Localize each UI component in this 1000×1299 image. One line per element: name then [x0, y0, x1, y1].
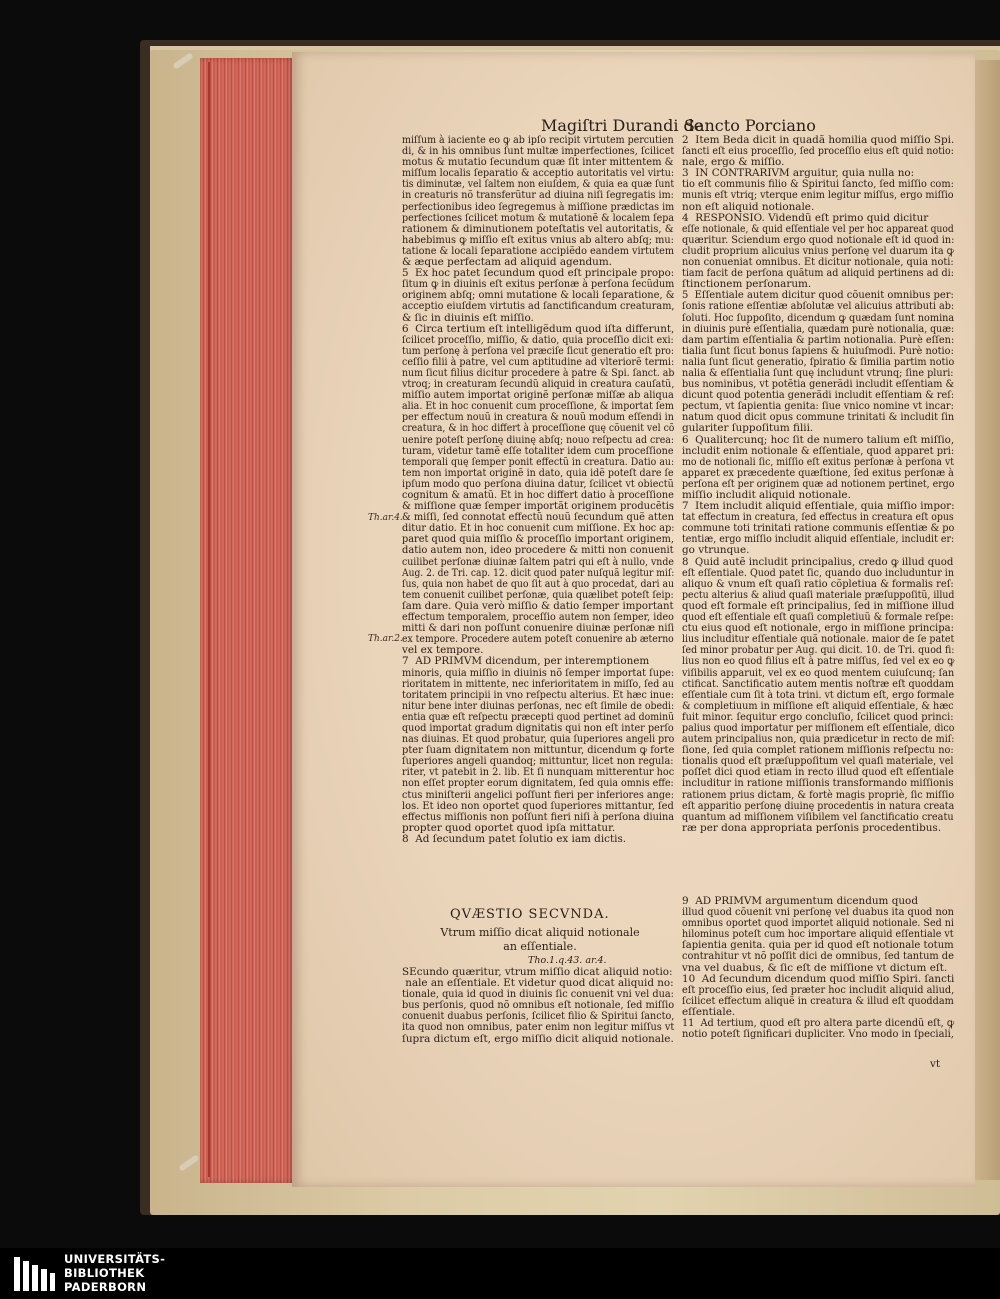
text-line: tum perſonę à perſona vel præciſe ſicut generatio eſt pro: — [402, 344, 675, 357]
text-line: ræ per dona appropriata perſonis procedentibus. — [682, 821, 942, 834]
margin-note-1: Th.ar.4. — [368, 513, 403, 523]
text-line: tem conuenit cuilibet perſonæ, quia quælibet poteſt ſeip: — [402, 588, 674, 601]
text-line: non eſſet propter eorum dignitatem, ſed quia omnis effe: — [402, 777, 674, 790]
text-line: lius includitur eſſentiale quã notionale. maior de ſe patet — [682, 633, 955, 646]
text-line: mitti & dari non poſſunt conuenire diuinæ perſonæ niſi — [402, 622, 675, 635]
text-line: eſſe notionale, & quid eſſentiale vel per hoc appareat quod — [682, 222, 954, 235]
text-line: 3 IN CONTRARIVM arguitur, quia nulla no: — [682, 167, 915, 180]
text-line: tatione & locali ſeparatione accipiẽdo eandem virtutem — [402, 244, 675, 257]
text-line: effectum temporalem, proceſſio autem non ſemper, ideo — [402, 611, 674, 624]
text-line: ſonis ratione eſſentiæ abſolutæ vel alicuius attributi ab: — [682, 300, 955, 313]
question-subtitle-1: Vtrum miſſio dicat aliquid notionale — [440, 926, 640, 939]
text-line: ſione, ſed quia complet rationem miſſionis reſpectu no: — [682, 744, 954, 757]
text-line: ſed minor probatur per Aug. qui dicit. 10. de Tri. quod fi: — [682, 644, 955, 657]
text-line: vna vel duabus, & ſic eſt de miſſione vt dictum eſt. — [682, 961, 948, 974]
text-line: per effectum nouũ in creatura & nouũ modum eſſendi in — [402, 411, 674, 424]
text-line: ſoluti. Hoc ſuppoſito, dicendum ꝙ quædam ſunt nomina — [682, 311, 955, 324]
text-line: ſtinctionem perſonarum. — [682, 278, 812, 291]
text-line: ſuperiores angeli quandoq; mittuntur, licet non regula: — [402, 755, 674, 768]
text-line: paret quod quia miſſio & proceſſio important originem, — [402, 533, 675, 546]
text-line: ſcilicet effectum aliquẽ in creatura & illud eſt quoddam — [682, 994, 954, 1007]
text-line: palius quod importatur per miſſionem eſt eſſentiale, dico — [682, 721, 955, 734]
left-text-column — [402, 135, 674, 845]
text-line: cuilibet perſonæ diuinæ ſaltem patri qui eſt à nullo, vnde — [402, 555, 674, 568]
text-line: uenire poteſt perſonę diuinę abſq; nouo reſpectu ad crea: — [402, 433, 674, 446]
text-line: quod eſt formale eſt principalius, ſed in miſſione illud — [682, 599, 955, 612]
text-line: pter ſuam dignitatem non mittuntur, dicendum ꝙ forte — [402, 744, 675, 757]
text-line: ditur datio. Et in hoc conuenit cum miſſione. Ex hoc ap: — [402, 522, 675, 535]
library-name-line-2: BIBLIOTHEK — [64, 1266, 145, 1280]
library-name-line-1: UNIVERSITÄTS- — [64, 1252, 166, 1266]
text-line: ceſſio filii à patre, vel cum aptitudine ad vlteriorẽ termi: — [402, 355, 675, 368]
text-line: di, & in his omnibus ſunt multæ imperfectiones, ſcilicet — [402, 145, 675, 158]
text-line: eſt proceſſio eius, ſed præter hoc includit aliquid aliud, — [682, 983, 955, 996]
text-line: propter quod oportet quod ipſa mittatur. — [402, 821, 616, 834]
text-line: in diuinis purè eſſentialia, quædam purè notionalia, quæ: — [682, 322, 955, 335]
text-line: nas diuinas. Et quod probatur, quia ſuperiores angeli pro — [402, 733, 675, 746]
text-line: includit enim notionale & eſſentiale, quod apparet pri: — [682, 444, 955, 457]
text-line: tionale, quia id quod in diuinis ſic conuenit vni vel dua: — [402, 988, 674, 1001]
text-line: & miſſi, ſed connotat effectũ nouũ ſecundum quẽ atten — [402, 511, 674, 524]
text-line: ſus, quia non habet de quo ſit aut à quo procedat, dari au — [402, 577, 675, 590]
text-line: rationem & diminutionem poteſtatis vel autoritatis, & — [402, 222, 674, 235]
text-line: creatura, & in hoc differt à proceſſione quę cõuenit vel cõ — [402, 422, 675, 435]
text-line: vel ex tempore. — [402, 644, 484, 657]
text-line: vtroq; in creaturam ſecundũ aliquid in creatura cauſatũ, — [402, 378, 675, 391]
running-head-right: Sancto Porciano — [684, 116, 816, 135]
text-line: ctu eius quod eſt notionale, ergo in miſſione principa: — [682, 622, 954, 635]
question-subtitle-2: an eſſentiale. — [503, 940, 577, 953]
text-line: fuit minor. ſequitur ergo concluſio, ſcilicet quod princi: — [682, 710, 954, 723]
text-line: entia quæ eſt reſpectu præcepti quod pertinet ad dominũ — [402, 710, 675, 723]
text-line: bus perſonis, quod nõ omnibus eſt notionale, ſed miſſio — [402, 999, 675, 1012]
text-line: quod eſt eſſentiale eſt quaſi completiuũ & formale reſpe: — [682, 611, 954, 624]
text-line: munis eſt vtriq; vterque enim legitur miſſus, ergo miſſio — [682, 189, 954, 202]
text-line: perfectionibus ideo ſegregemus à miſſione prædictas im — [402, 200, 675, 213]
text-line: perſona eſt per originem quæ ad notionem pertinet, ergo — [682, 477, 955, 490]
text-line: ita quod non omnibus, pater enim non legitur miſſus vt — [402, 1021, 675, 1034]
text-line: rationem prius dictam, & fortè magis propriè, ſic miſſio — [682, 788, 955, 801]
text-line: ſitum ꝙ in diuinis eſt exitus perſonæ à perſona ſecũdum — [402, 278, 675, 291]
right-text-column-bottom — [682, 896, 954, 1040]
text-line: nitur bene inter diuinas perſonas, nec eſt ſimile de obedi: — [402, 699, 675, 712]
text-line: tem non importat originẽ in dato, quia idẽ poteſt dare ſe — [402, 466, 674, 479]
text-line: 9 AD PRIMVM argumentum dicendum quod — [682, 895, 918, 907]
text-line: Aug. 2. de Tri. cap. 12. dicit quod pater nuſquã legitur miſ: — [402, 566, 675, 579]
text-line: toritatem principii in vno reſpectu alterius. Et hæc inue: — [402, 688, 674, 701]
text-line: eſſentiale. — [682, 1005, 736, 1018]
text-line: ex tempore. Procedere autem poteſt conuenire ab æterno — [402, 633, 674, 646]
text-line: datio autem non, ideo procedere & mitti non conuenit — [402, 544, 674, 557]
text-line: & ſic in diuinis eſt miſſio. — [402, 311, 534, 324]
text-line: aliquo & vnum eſt quaſi ratio cõpletiua & formalis reſ: — [682, 577, 954, 590]
text-line: originem abſq; omni mutatione & locali ſeparatione, & — [402, 289, 675, 302]
text-line: 6 Circa tertium eſt intelligẽdum quod iſta differunt, — [402, 322, 675, 335]
text-line: ipſum modo quo perſona diuina datur, ſcilicet vt obiectũ — [402, 477, 674, 490]
text-line: turam, videtur tamẽ eſſe totaliter idem cum proceſſione — [402, 444, 674, 457]
text-line: contrahitur vt nõ poſſit dici de omnibus, ſed tantum de — [682, 950, 954, 963]
text-line: mo de notionali ſic, miſſio eſt exitus perſonæ à perſona vt — [682, 455, 955, 468]
text-line: natum quod dicit opus commune trinitati & includit ſin — [682, 411, 955, 424]
text-line: perfectiones ſcilicet motum & mutationẽ & localem ſepa — [402, 211, 675, 224]
text-line: 8 Quid autẽ includit principalius, credo ꝙ illud quod — [682, 555, 954, 568]
text-line: 2 Item Beda dicit in quadã homilia quod miſſio Spi. — [682, 134, 955, 146]
text-line: ſcilicet proceſſio, miſſio, & datio, quia proceſſio dicit exi: — [402, 333, 674, 346]
text-line: 6 Qualitercunq; hoc ſit de numero talium eſt miſſio, — [682, 433, 955, 446]
text-line: viſibilis apparuit, vel ex eo quod mentem cuiuſcunq; ſan — [682, 666, 955, 679]
red-page-edge — [200, 58, 295, 1183]
text-line: temporali quę ſemper ponit effectũ in creatura. Datio au: — [402, 455, 675, 468]
text-line: poſſet dici quod etiam in recto illud quod eſt eſſentiale — [682, 766, 954, 779]
text-line: rioritatem in mittente, nec inferioritatem in miſſo, ſed au — [402, 677, 674, 690]
text-line: 8 Ad ſecundum patet ſolutio ex iam dictis. — [402, 832, 627, 845]
page-stack-edge — [972, 60, 1000, 1180]
margin-note-2: Th.ar.2. — [368, 634, 403, 644]
library-logo-icon — [12, 1253, 56, 1295]
text-line: minoris, quia miſſio in diuinis nõ ſemper importat ſupe: — [402, 666, 675, 679]
text-line: cognitum & amatũ. Et in hoc differt datio à proceſſione — [402, 489, 674, 501]
text-line: pectum, vt ſapientia genita: ſiue vnico nomine vt incar: — [682, 400, 954, 413]
text-line: nalia & eſſentialia ſunt quę includunt vtrunq; ſine pluri: — [682, 366, 954, 379]
text-line: pectu alterius & aliud quaſi materiale præſuppoſitũ, illud — [682, 588, 955, 601]
text-line: ſam dare. Quia verò miſſio & datio ſemper important — [402, 599, 674, 612]
text-line: tentiæ, ergo miſſio includit aliquid eſſentiale, includit er: — [682, 533, 955, 546]
text-line: tis diminutæ, vel ſaltem non eiuſdem, & quia ea quæ ſunt — [402, 178, 675, 191]
text-line: cludit proprium alicuius vnius perſonę vel duarum ita ꝙ — [682, 244, 954, 257]
text-line: tat effectum in creatura, ſed effectus in creatura eſt opus — [682, 511, 954, 524]
text-line: conuenit duabus perſonis, ſcilicet filio & Spiritui ſancto, — [402, 1010, 675, 1023]
text-line: dam partim eſſentialia & partim notionalia. Purè eſſen: — [682, 333, 955, 346]
text-line: lius non eo quod filius eſt à patre miſſus, ſed vel ex eo ꝙ — [682, 655, 955, 668]
library-name-line-3: PADERBORN — [64, 1280, 147, 1294]
text-line: alia. Et in hoc conuenit cum proceſſione, & importat ſem — [402, 400, 674, 413]
text-line: quantum ad miſſionem viſibilem vel ſanctificatio creatu — [682, 810, 954, 823]
text-line: acceptio eiuſdem virtutis ad ſanctificandum creaturam, — [402, 300, 675, 313]
text-line: gulariter ſuppoſitum filii. — [682, 422, 814, 435]
text-line: effectus miſſionis non poſſunt fieri niſi à perſona diuina — [402, 810, 675, 823]
text-line: 4 RESPONSIO. Videndũ eſt primo quid dicitur — [682, 211, 929, 224]
text-line: apparet ex præcedente quæſtione, ſed exitus perſonæ à — [682, 466, 954, 479]
text-line: eſt eſſentiale. Quod patet ſic, quando duo includuntur in — [682, 566, 955, 579]
text-line: 11 Ad tertium, quod eſt pro altera parte dicendũ eſt, ꝙ — [682, 1017, 955, 1030]
text-line: los. Et ideo non oportet quod ſuperiores mittantur, ſed — [402, 799, 674, 812]
text-line: non eſt aliquid notionale. — [682, 200, 815, 213]
text-line: tiam facit de perſona quãtum ad aliquid pertinens ad di: — [682, 267, 954, 280]
text-line: SEcundo quæritur, vtrum miſſio dicat aliquid notio: — [402, 966, 673, 978]
text-line: ſancti eſt eius proceſſio, ſed proceſſio eius eſt quid notio: — [682, 145, 954, 158]
text-line: eſt apparitio perſonę diuinę procedentis in natura creata — [682, 799, 955, 812]
text-line: hilominus poteſt cum hoc importare aliquid eſſentiale vt — [682, 928, 954, 941]
edge-line — [208, 62, 210, 1177]
text-line: 10 Ad ſecundum dicendum quod miſſio Spiri. ſancti — [682, 972, 955, 985]
text-line: 5 Ex hoc patet ſecundum quod eſt principale propo: — [402, 267, 675, 280]
catchword: vt — [930, 1058, 941, 1070]
text-line: ſupra dictum eſt, ergo miſſio dicit aliquid notionale. — [402, 1032, 674, 1045]
text-line: ſapientia genita. quia per id quod eſt notionale totum — [682, 939, 954, 952]
text-line: habebimus ꝙ miſſio eſt exitus vnius ab altero abſq; mu: — [402, 233, 674, 246]
text-line: & completiuum in miſſione eſt aliquid eſſentiale, & hæc — [682, 699, 954, 712]
running-head-left: Magiſtri Durandi de — [541, 116, 704, 135]
text-line: omnibus oportet quod importet aliquid notionale. Sed ni — [682, 917, 954, 930]
library-footer — [0, 1248, 1000, 1299]
text-line: go vtrunque. — [682, 544, 750, 557]
text-line: quæritur. Sciendum ergo quod notionale eſt id quod in: — [682, 233, 955, 246]
text-line: tio eſt communis filio & Spiritui ſancto, ſed miſſio com: — [682, 178, 954, 191]
text-line: eſſentiale cum ſit à tota trini. vt dictum eſt, ergo formale — [682, 688, 955, 701]
text-line: ctificat. Sanctificatio autem mentis noſtræ eſt quoddam — [682, 677, 954, 690]
text-line: 7 Item includit aliquid eſſentiale, quia miſſio impor: — [682, 500, 955, 513]
text-line: autem principalius non, quia prædicetur in recto de miſ: — [682, 733, 955, 746]
text-line: ctus miniſterii angelici poſſunt fieri per inferiores ange: — [402, 788, 674, 801]
text-line: nalia ſunt ſicut generatio, ſpiratio & ſimilia partim notio — [682, 355, 955, 368]
text-line: & æque perfectam ad aliquid agendum. — [402, 256, 613, 269]
text-line: motus & mutatio ſecundum quæ ſit inter mittentem & — [402, 156, 674, 169]
text-line: nale, ergo & miſſio. — [682, 156, 785, 169]
left-text-column-bottom — [402, 967, 674, 1045]
text-line: tialia ſunt ſicut bonus ſapiens & huiuſmodi. Purè notio: — [682, 344, 954, 357]
text-line: miſſio autem importat originẽ perſonæ miſſæ ab aliqua — [402, 389, 674, 402]
text-line: 5 Eſſentiale autem dicitur quod cõuenit omnibus per: — [682, 289, 954, 302]
text-line: miſſum à iaciente eo ꝙ ab ipſo recipit virtutem percutien — [402, 134, 674, 146]
text-line: quod importat gradum dignitatis qui non eſt inter perſo — [402, 721, 674, 734]
text-line: illud quod cõuenit vni perſonę vel duabus ita quod non — [682, 906, 955, 919]
text-line: commune toti trinitati ratione communis eſſentiæ & po — [682, 522, 955, 535]
library-name — [64, 1252, 165, 1294]
text-line: in creaturis nõ transferũtur ad diuina niſi ſegregatis im: — [402, 189, 674, 202]
question-reference: Tho.1.q.43. ar.4. — [528, 955, 607, 966]
text-line: tionalis quod eſt præſuppoſitum vel quaſi materiale, vel — [682, 755, 954, 768]
text-line: riter, vt patebit in 2. lib. Et ſi nunquam mitterentur hoc — [402, 766, 675, 779]
text-line: includitur in ratione miſſionis transformando miſſionis — [682, 777, 954, 790]
text-line: notio poteſt ſignificari dupliciter. Vno modo in ſpeciali, — [682, 1028, 954, 1041]
text-line: 7 AD PRIMVM dicendum, per interemptionem — [402, 655, 650, 668]
text-line: bus nominibus, vt potẽtia generãdi includit eſſentiam & — [682, 378, 955, 391]
right-text-column — [682, 135, 954, 834]
question-title: QVÆSTIO SECVNDA. — [450, 907, 610, 922]
text-line: num ſicut filius dicitur procedere à patre & Spi. ſanct. ab — [402, 366, 675, 379]
text-line: miſſio includit aliquid notionale. — [682, 489, 851, 501]
text-line: non conueniat omnibus. Et dicitur notionale, quia noti: — [682, 256, 954, 269]
text-line: nale an eſſentiale. Et videtur quod dicat aliquid no: — [402, 977, 674, 990]
text-line: miſſum localis ſeparatio & acceptio autoritatis vel virtu: — [402, 167, 675, 180]
text-line: dicunt quod potentia generãdi includit eſſentiam & reſ: — [682, 389, 955, 402]
text-line: & miſſione quæ ſemper importãt originem producẽtis — [402, 500, 675, 513]
